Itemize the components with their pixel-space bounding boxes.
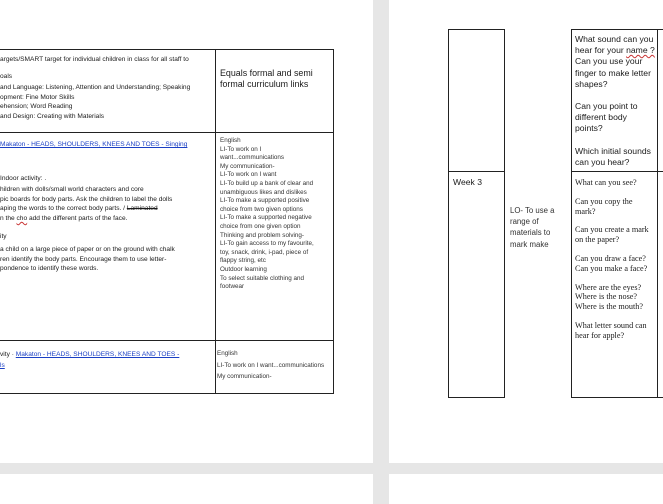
table-row-divider [448,171,505,172]
goal-line: and Language: Listening, Attention and Understanding; Speaking [0,84,191,91]
document-page-next-right [389,474,663,504]
table-border-top [0,49,334,50]
table-column-divider [504,29,505,398]
makaton-link-2-tail[interactable]: ls [0,362,5,369]
week-label: Week 3 [453,177,482,187]
table-row-divider [0,340,334,341]
table-border-bottom [571,397,663,398]
table-column-divider [215,49,216,394]
misspelled-word: cho [16,214,28,222]
goal-line: and Design: Creating with Materials [0,112,105,120]
table-border-bottom [448,397,505,398]
document-page-next-left [0,474,373,504]
curriculum-links-list-2: English LI-To work on I want...communications My communication- [217,350,325,380]
goal-line: opment: Fine Motor Skills [0,93,75,101]
table-border-bottom [0,393,334,394]
table-border-top [571,29,663,30]
table-row-divider [571,171,663,172]
learning-objective: LO- To use a range of materials to mark make [510,206,555,249]
document-page-right [389,0,663,463]
activity-description: hildren with dolls/small world characters and core pic boards for body parts. Ask the children to label the dolls aping the words to the correct body parts. / Laminated n the cho add the different parts of the face. ity a child on a large piece of paper or on the ground with chalk ren identify the body parts. Encourage them to use letter- pondence to identify these words. [0,186,175,273]
name-word: name ? [626,45,655,56]
goal-line: ehension; Word Reading [0,103,73,111]
table-column-divider [571,29,572,398]
goals-list [0,83,190,121]
laminated-word: Laminated [126,205,158,213]
makaton-song-link[interactable]: Makaton - HEADS, SHOULDERS, KNEES AND TOES - Singing [0,141,188,148]
table-column-divider [657,29,658,398]
targets-line: argets/SMART target for individual children in class for all staff to [0,56,189,63]
questions-bottom: What can you see? Can you copy the mark? Can you create a mark on the paper? Can you draw a face? Can you make a face? Where are the eyes? Where is the nose? Where is the mouth? What letter sound can hear for apple? [575,178,649,340]
table-border-left [448,29,449,398]
makaton-link-2[interactable]: Makaton - HEADS, SHOULDERS, KNEES AND TOES - [15,351,180,358]
row3-activity-line: vity · Makaton - HEADS, SHOULDERS, KNEES AND TOES - [0,351,180,358]
indoor-activity-label: Indoor activity: . [0,175,47,182]
table-border-right [333,49,334,394]
curriculum-links-heading: Equals formal and semi formal curriculum links [220,68,313,89]
goals-label: oals [0,73,13,80]
table-row-divider [0,132,334,133]
questions-top: What sound can you hear for your name ? Can you use your finger to make letter shapes? Can you point to different body points? Which initial sounds can you hear? [575,34,655,167]
table-border-top [448,29,505,30]
curriculum-links-list: English LI-To work on I want...communications My communication- LI-To work on I want LI-To build up a bank of clear and unambiguous likes and dislikes LI-To make a supported positive choice from two given options LI-To make a supported negative choice from one given option Thinking and problem solving- LI-To gain access to my favourite, toy, snack, drink, i-pad, piece of flappy string, etc Outdoor learning To select suitable clothing and footwear [220,137,314,291]
